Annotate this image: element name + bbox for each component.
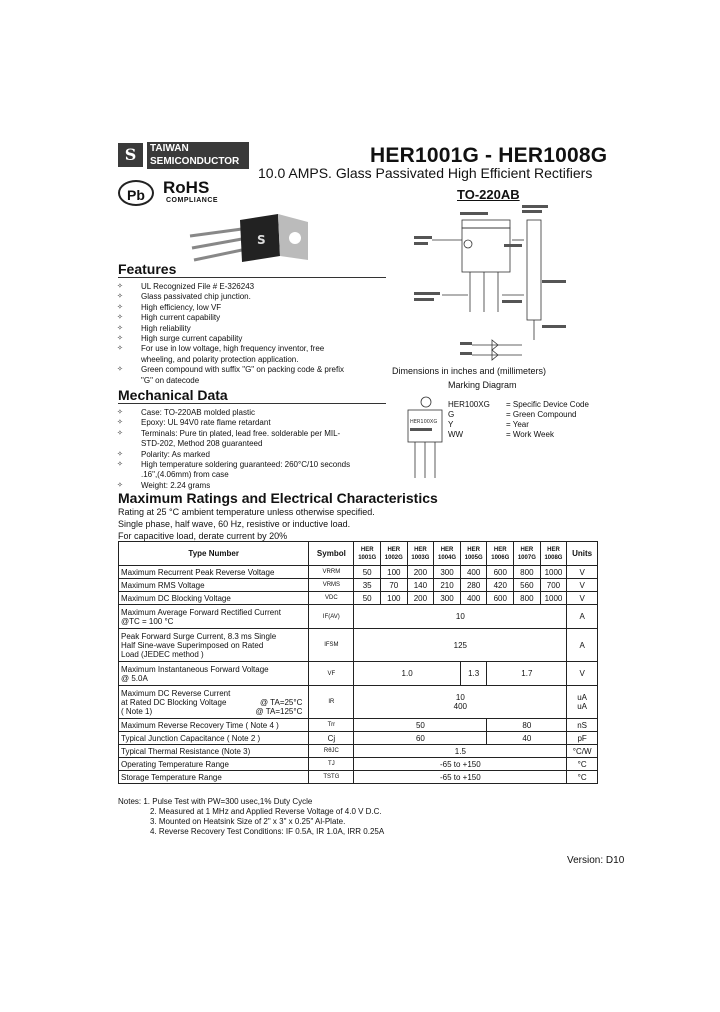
part-header: HER 1007G	[514, 542, 541, 566]
list-item: ✧ Polarity: As marked	[117, 450, 357, 460]
package-name: TO-220AB	[457, 187, 520, 202]
marking-package-drawing	[406, 392, 446, 482]
list-item: ✧ Green compound with suffix "G" on packing code & prefix "G" on datecode	[117, 365, 357, 386]
note-line: 4. Reverse Recovery Test Conditions: IF 0.5A, IR 1.0A, IRR 0.25A	[150, 827, 385, 836]
pb-free-icon: Pb	[118, 180, 154, 206]
part-header: HER 1005G	[460, 542, 487, 566]
list-item: ✧ High temperature soldering guaranteed: 260°C/10 seconds .16",(4.06mm) from case	[117, 460, 357, 481]
type-number-header: Type Number	[119, 542, 309, 566]
table-row: Maximum Instantaneous Forward Voltage @ 5.0A VF 1.0 1.3 1.7 V	[119, 662, 598, 686]
legend-item: Y = Year	[448, 420, 529, 429]
list-item: ✧ For use in low voltage, high frequency inventor, free wheeling, and polarity protection application.	[117, 344, 357, 365]
brand-line-2: SEMICONDUCTOR	[150, 156, 240, 167]
part-header: HER 1006G	[487, 542, 514, 566]
features-title: Features	[118, 261, 177, 277]
symbol-header: Symbol	[309, 542, 354, 566]
list-item: ✧ Epoxy: UL 94V0 rate flame retardant	[117, 418, 357, 428]
note-line: 3. Mounted on Heatsink Size of 2" x 3" x 0.25" Al-Plate.	[150, 817, 346, 826]
table-row: Typical Junction Capacitance ( Note 2 ) Cj 60 40 pF	[119, 732, 598, 745]
legend-item: HER100XG = Specific Device Code	[448, 400, 589, 409]
table-row: Maximum RMS Voltage VRMS 35 70 140 210 280 420 560 700 V	[119, 579, 598, 592]
table-header-row	[119, 542, 598, 566]
svg-text:S: S	[257, 233, 266, 247]
ratings-intro	[118, 506, 375, 542]
component-photo	[180, 210, 320, 270]
table-row: Maximum DC Reverse Current at Rated DC Blocking Voltage @ TA=25°C ( Note 1) @ TA=125°C IR 10 400 uA uA	[119, 686, 598, 719]
list-item: ✧ High surge current capability	[117, 334, 357, 344]
list-item: ✧ Weight: 2.24 grams	[117, 481, 357, 491]
list-item: ✧ Case: TO-220AB molded plastic	[117, 408, 357, 418]
list-item: ✧ Terminals: Pure tin plated, lead free. solderable per MIL-STD-202, Method 208 guaranteed	[117, 429, 357, 450]
dimensions-caption: Dimensions in inches and (millimeters)	[392, 366, 547, 376]
note-line: Notes: 1. Pulse Test with PW=300 usec,1% Duty Cycle	[118, 797, 313, 806]
part-header: HER 1008G	[540, 542, 567, 566]
marking-legend	[448, 400, 589, 440]
brand-line-1: TAIWAN	[150, 143, 189, 154]
part-header: HER 1003G	[407, 542, 434, 566]
rohs-label: RoHS	[163, 178, 210, 197]
table-row: Maximum DC Blocking Voltage VDC 50 100 200 300 400 600 800 1000 V	[119, 592, 598, 605]
part-header: HER 1004G	[434, 542, 461, 566]
brand-name	[147, 142, 249, 169]
list-item: ✧ High reliability	[117, 324, 357, 334]
list-item: ✧ High current capability	[117, 313, 357, 323]
marking-part-code: HER100XG	[410, 419, 438, 425]
page-subtitle: 10.0 AMPS. Glass Passivated High Efficient Rectifiers	[258, 165, 593, 181]
marking-title: Marking Diagram	[448, 380, 517, 390]
mechanical-divider	[118, 403, 386, 404]
table-row: Maximum Average Forward Rectified Current @TC = 100 °C IF(AV) 10 A	[119, 605, 598, 629]
legend-item: WW = Work Week	[448, 430, 554, 439]
units-header: Units	[567, 542, 598, 566]
logo-icon: S	[118, 143, 143, 167]
table-row: Maximum Recurrent Peak Reverse Voltage VRRM 50 100 200 300 400 600 800 1000 V	[119, 566, 598, 579]
table-row: Typical Thermal Resistance (Note 3) RθJC 1.5 °C/W	[119, 745, 598, 758]
mechanical-list	[117, 408, 357, 491]
table-row: Storage Temperature Range TSTG -65 to +150 °C	[119, 771, 598, 784]
ratings-table	[118, 541, 598, 784]
intro-line: For capacitive load, derate current by 20%	[118, 531, 288, 541]
intro-line: Single phase, half wave, 60 Hz, resistive or inductive load.	[118, 519, 351, 529]
part-header: HER 1002G	[381, 542, 408, 566]
features-divider	[118, 277, 386, 278]
ratings-title: Maximum Ratings and Electrical Characteristics	[118, 490, 438, 506]
features-list	[117, 282, 357, 386]
list-item: ✧ High efficiency, low VF	[117, 303, 357, 313]
table-row: Maximum Reverse Recovery Time ( Note 4 ) Trr 50 80 nS	[119, 719, 598, 732]
page-title: HER1001G - HER1008G	[370, 144, 608, 167]
part-header: HER 1001G	[354, 542, 381, 566]
version-label: Version: D10	[567, 855, 625, 866]
legend-item: G = Green Compound	[448, 410, 577, 419]
notes	[118, 797, 384, 837]
dimension-drawing	[412, 200, 572, 365]
list-item: ✧ UL Recognized File # E-326243	[117, 282, 357, 292]
table-row: Operating Temperature Range TJ -65 to +150 °C	[119, 758, 598, 771]
list-item: ✧ Glass passivated chip junction.	[117, 292, 357, 302]
intro-line: Rating at 25 °C ambient temperature unless otherwise specified.	[118, 507, 375, 517]
table-row: Peak Forward Surge Current, 8.3 ms Single Half Sine-wave Superimposed on Rated Load (JEDEC method ) IFSM 125 A	[119, 629, 598, 662]
mechanical-title: Mechanical Data	[118, 387, 228, 403]
transistor-leads-icon	[190, 229, 242, 260]
note-line: 2. Measured at 1 MHz and Applied Reverse Voltage of 4.0 V D.C.	[150, 807, 382, 816]
rohs-compliance-label: COMPLIANCE	[166, 197, 219, 204]
